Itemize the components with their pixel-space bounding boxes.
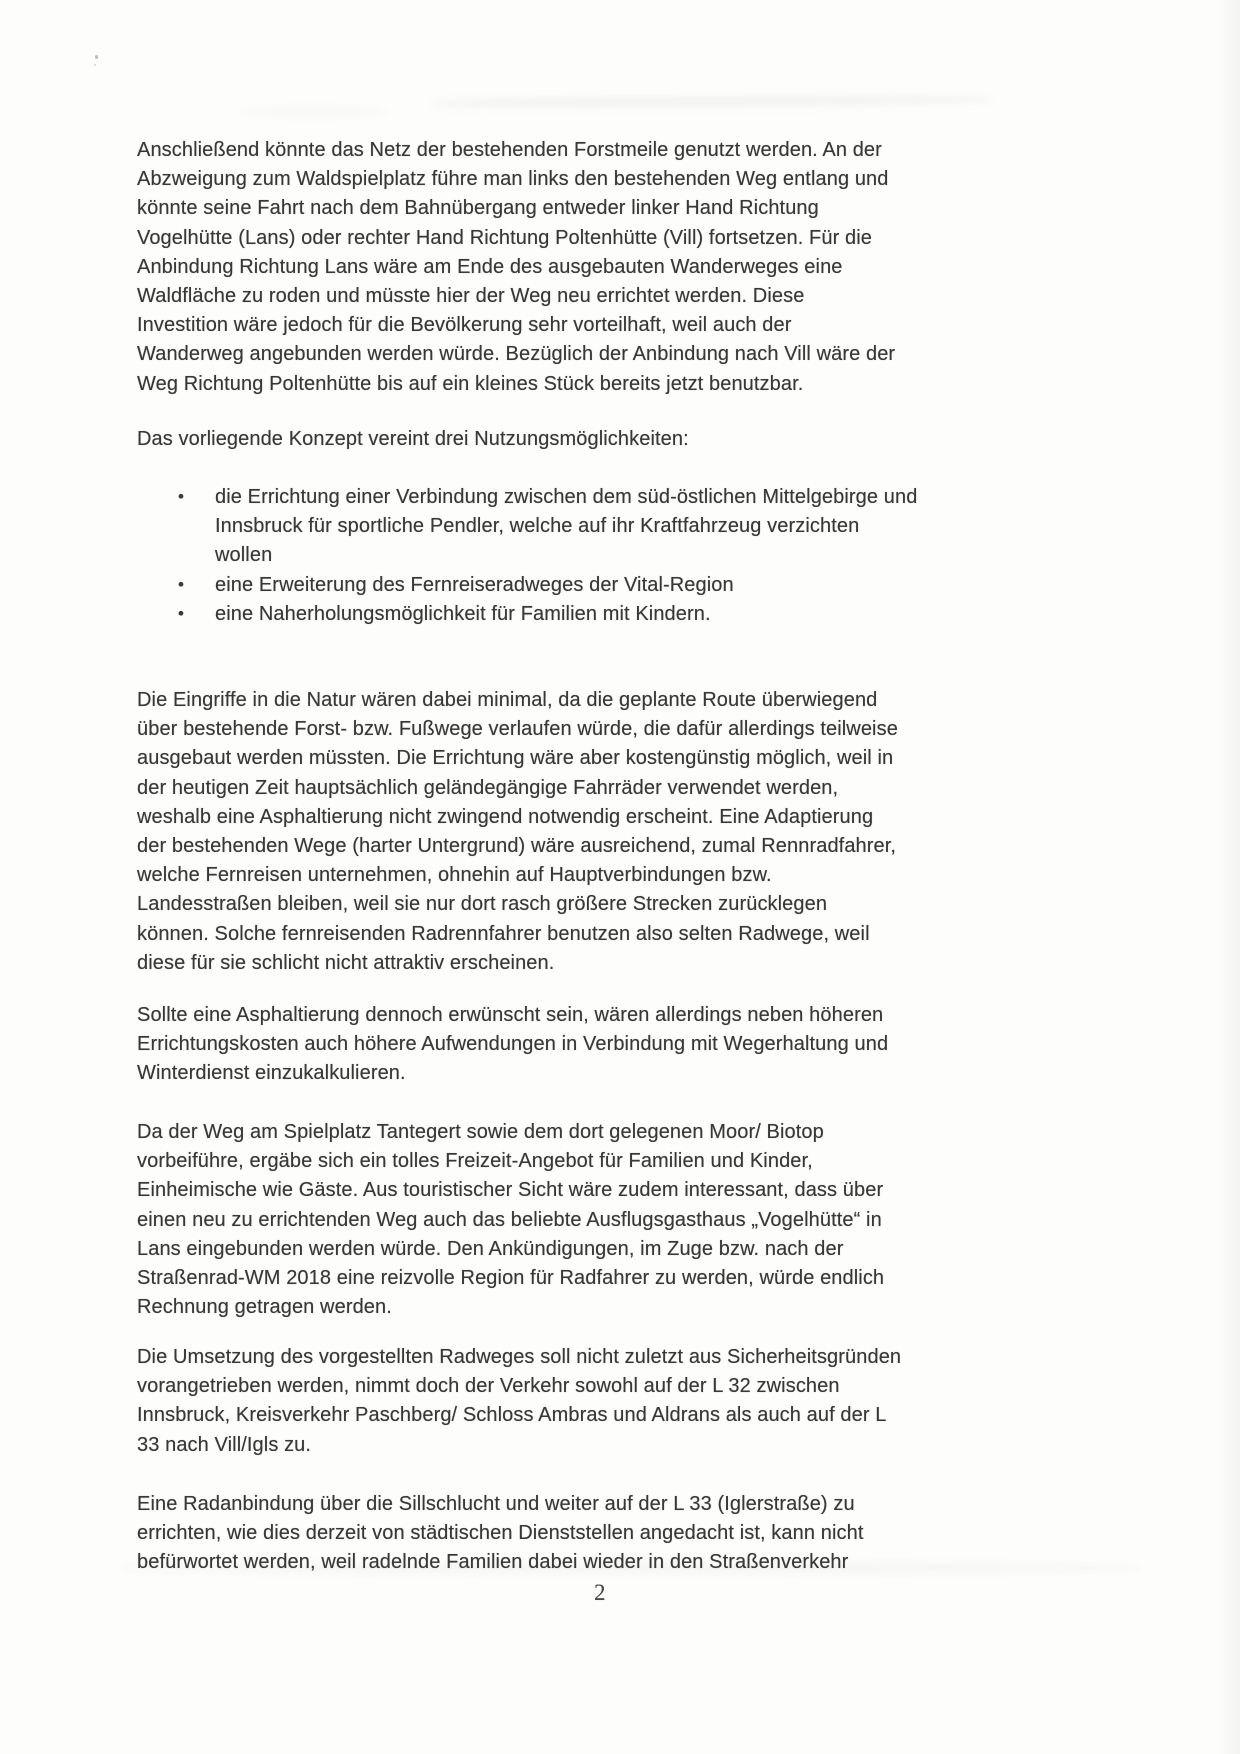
text-line: Straßenrad-WM 2018 eine reizvolle Region für Radfahrer zu werden, würde endlich [137, 1267, 885, 1290]
text-line: wollen [215, 544, 273, 567]
paragraph-umsetzung [137, 1343, 901, 1460]
text-line: eine Naherholungsmöglichkeit für Familien mit Kindern. [215, 602, 711, 625]
text-line: Winterdienst einzukalkulieren. [137, 1062, 406, 1085]
text-line: diese für sie schlicht nicht attraktiv erscheinen. [137, 951, 555, 974]
text-line: Landesstraßen bleiben, weil sie nur dort rasch größere Strecken zurücklegen [137, 893, 828, 916]
list-item-text [215, 571, 917, 600]
paragraph-konzept-intro [137, 425, 689, 454]
scan-speck-artifact [94, 64, 96, 66]
text-line: Innsbruck, Kreisverkehr Paschberg/ Schloss Ambras und Aldrans als auch auf der L [137, 1404, 887, 1427]
text-line: der heutigen Zeit hauptsächlich geländegängige Fahrräder verwendet werden, [137, 776, 839, 799]
text-line: Eine Radanbindung über die Sillschlucht und weiter auf der L 33 (Iglerstraße) zu [137, 1493, 855, 1515]
scan-speck-artifact [95, 55, 98, 59]
text-line: Da der Weg am Spielplatz Tantegert sowie dem dort gelegenen Moor/ Biotop [137, 1121, 824, 1143]
text-line: Waldfläche zu roden und müsste hier der Weg neu errichtet werden. Diese [137, 285, 805, 308]
list-item [137, 483, 917, 571]
text-line: Anbindung Richtung Lans wäre am Ende des ausgebauten Wanderweges eine [137, 255, 843, 278]
text-line: 33 nach Vill/Igls zu. [137, 1433, 312, 1456]
scan-noise [240, 108, 390, 116]
list-item-text [215, 483, 917, 571]
text-line: Die Umsetzung des vorgestellten Radweges soll nicht zuletzt aus Sicherheitsgründen [137, 1346, 902, 1368]
text-line: Abzweigung zum Waldspielplatz führe man links den bestehenden Weg entlang und [137, 168, 889, 191]
text-line: Innsbruck für sportliche Pendler, welche auf ihr Kraftfahrzeug verzichten [215, 515, 860, 538]
text-line: Rechnung getragen werden. [137, 1296, 392, 1319]
paragraph-tantegert [137, 1118, 884, 1322]
text-line: Lans eingebunden werden würde. Den Ankündigungen, im Zuge bzw. nach der [137, 1237, 844, 1260]
bullet-icon: • [178, 574, 185, 594]
text-line: vorangetrieben werden, nimmt doch der Verkehr sowohl auf der L 32 zwischen [137, 1375, 840, 1398]
bullet-icon: • [178, 603, 185, 623]
paragraph-forstmeile [137, 136, 895, 399]
text-line: errichten, wie dies derzeit von städtischen Dienststellen angedacht ist, kann nicht [137, 1522, 864, 1545]
list-item [137, 600, 917, 629]
text-line: eine Erweiterung des Fernreiseradweges der Vital-Region [215, 573, 734, 596]
bullet-icon: • [178, 487, 185, 506]
text-line: Vogelhütte (Lans) oder rechter Hand Richtung Poltenhütte (Vill) fortsetzen. Für die [137, 226, 872, 249]
text-line: der bestehenden Wege (harter Untergrund) wäre ausreichend, zumal Rennradfahrer, [137, 835, 897, 858]
list-item [137, 571, 917, 600]
list-item-text [215, 600, 917, 629]
paragraph-radanbindung [137, 1490, 863, 1578]
text-line: Einheimische wie Gäste. Aus touristischer Sicht wäre zudem interessant, dass über [137, 1179, 884, 1202]
text-line: die Errichtung einer Verbindung zwischen dem süd-östlichen Mittelgebirge und [215, 486, 918, 508]
text-line: über bestehende Forst- bzw. Fußwege verlaufen würde, die dafür allerdings teilweise [137, 718, 898, 741]
text-line: ausgebaut werden müssten. Die Errichtung wäre aber kostengünstig möglich, weil in [137, 747, 894, 770]
scan-edge-shadow [1216, 0, 1240, 1754]
text-line: Errichtungskosten auch höhere Aufwendungen in Verbindung mit Wegerhaltung und [137, 1033, 889, 1056]
scan-noise [430, 94, 990, 109]
text-line: welche Fernreisen unternehmen, ohnehin auf Hauptverbindungen bzw. [137, 864, 772, 887]
bullet-list [137, 483, 917, 629]
paragraph-asphaltierung [137, 1001, 888, 1089]
text-line: Das vorliegende Konzept vereint drei Nutzungsmöglichkeiten: [137, 428, 689, 450]
paragraph-eingriffe-natur [137, 686, 898, 978]
text-line: Weg Richtung Poltenhütte bis auf ein kleines Stück bereits jetzt benutzbar. [137, 372, 804, 395]
text-line: Wanderweg angebunden werden würde. Bezüglich der Anbindung nach Vill wäre der [137, 343, 896, 366]
text-line: befürwortet werden, weil radelnde Familien dabei wieder in den Straßenverkehr [137, 1551, 849, 1574]
page-number: 2 [594, 1580, 606, 1605]
text-line: Sollte eine Asphaltierung dennoch erwünscht sein, wären allerdings neben höheren [137, 1004, 884, 1026]
text-line: weshalb eine Asphaltierung nicht zwingend notwendig erscheint. Eine Adaptierung [137, 805, 874, 828]
text-line: können. Solche fernreisenden Radrennfahrer benutzen also selten Radwege, weil [137, 922, 870, 945]
text-line: vorbeiführe, ergäbe sich ein tolles Freizeit-Angebot für Familien und Kinder, [137, 1150, 813, 1173]
text-line: Anschließend könnte das Netz der bestehenden Forstmeile genutzt werden. An der [137, 139, 882, 161]
text-line: Die Eingriffe in die Natur wären dabei minimal, da die geplante Route überwiegend [137, 689, 878, 711]
text-line: einen neu zu errichtenden Weg auch das beliebte Ausflugsgasthaus „Vogelhütte“ in [137, 1208, 882, 1231]
text-line: Investition wäre jedoch für die Bevölkerung sehr vorteilhaft, weil auch der [137, 314, 792, 337]
text-line: könnte seine Fahrt nach dem Bahnübergang entweder linker Hand Richtung [137, 197, 819, 220]
